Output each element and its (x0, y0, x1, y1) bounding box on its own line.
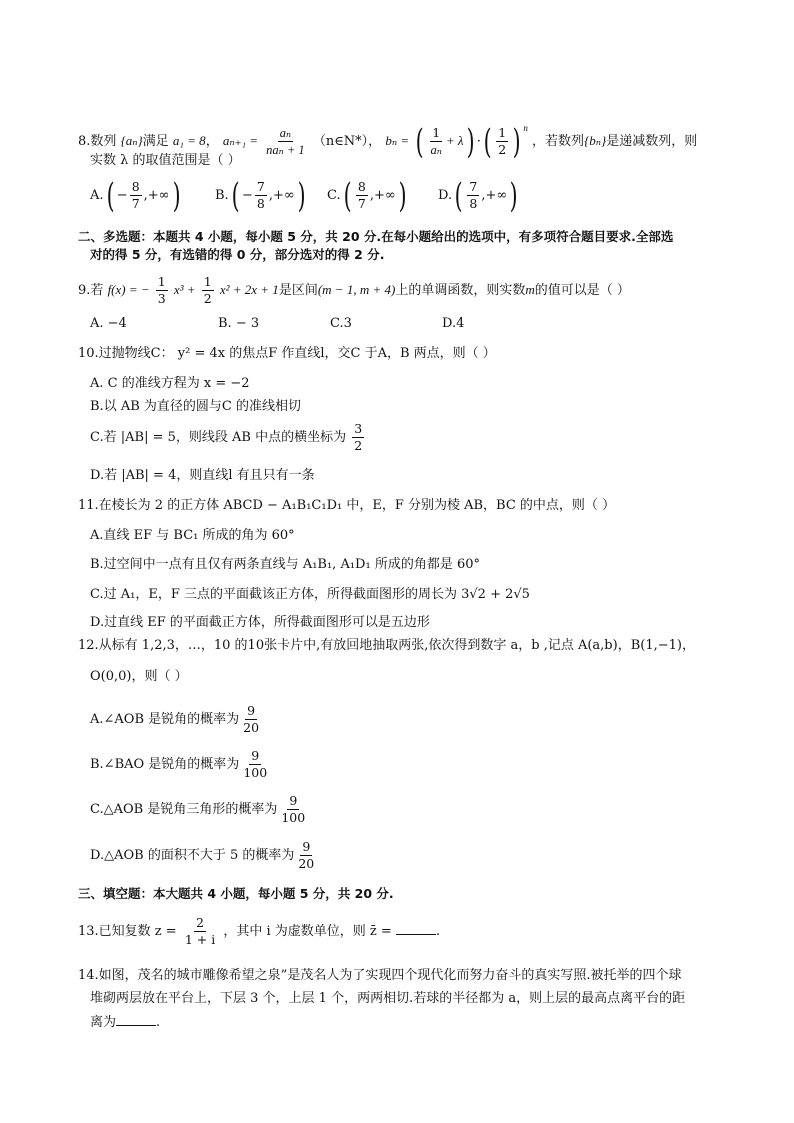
fraction-denominator: 2 (498, 142, 507, 157)
q10-option-d: D.若 |AB| = 4，则直线l 有且只有一条 (90, 468, 315, 483)
fraction-numerator: 3 (354, 421, 363, 436)
q9-option-b: B. − 3 (218, 316, 260, 331)
q8-stem-line2: 实数 λ 的取值范围是（ ） (90, 153, 241, 168)
fraction-numerator: 1 (432, 125, 441, 140)
option-fraction (279, 793, 307, 826)
fraction-denominator: 7 (131, 196, 140, 211)
q11-option-a: A.直线 EF 与 BC₁ 所成的角为 60° (90, 528, 295, 543)
fraction-numerator: 9 (247, 703, 256, 718)
q10-option-c (90, 418, 366, 458)
q9-interval: (m − 1, m + 4) (317, 282, 396, 297)
fraction-denominator: 100 (281, 810, 306, 825)
option-tail: ,+∞ (268, 188, 295, 203)
option-fraction (467, 179, 479, 212)
section2-header-line2: 对的得 5 分，有选错的得 0 分，部分选对的得 2 分. (90, 247, 385, 262)
q8-stem: 8.数列 {aₙ}满足 a₁ = 8， aₙ₊₁ = $\frac{\text{aₙ}}{\text{naₙ + 1}}$ （n∈N*）， bₙ = ( $\frac{1}{\text{aₙ}}$ + λ) ·( $\frac{1}{2}$ ) $^n$ ，若数列{bₙ}是递减数列，则 (78, 121, 698, 162)
q8-seq-a: {aₙ} (120, 133, 143, 148)
fraction-numerator: 1 (157, 274, 166, 289)
q10-option-a: A. C 的准线方程为 x = −2 (90, 376, 250, 391)
fraction-denominator: aₙ (430, 143, 442, 157)
q9-option-a: A. −4 (90, 316, 127, 331)
option-text: B.∠BAO 是锐角的概率为 (90, 757, 240, 772)
fraction-numerator: 7 (469, 179, 478, 194)
fraction-numerator: 9 (289, 793, 298, 808)
fraction-numerator: 7 (256, 179, 265, 194)
fraction-denominator: 3 (157, 291, 166, 306)
fraction-numerator: 1 (498, 125, 507, 140)
option-tail: ,+∞ (143, 188, 170, 203)
answer-blank[interactable] (396, 922, 436, 935)
q8-half-fraction (496, 125, 508, 158)
q8-option-c: C.( $\frac{8}{7}$ ,+∞) (327, 175, 407, 216)
q9-tail: x² + 2x + 1 (219, 282, 279, 297)
q9-var: m (525, 282, 535, 297)
q10-option-c-text: C.若 |AB| = 5，则线段 AB 中点的横坐标为 (90, 430, 347, 445)
q12-option-c (90, 790, 309, 830)
q9-fx: f(x) = − (107, 282, 150, 297)
q14-text: 离为 (90, 1015, 117, 1030)
q13-text: 13.已知复数 z = (78, 924, 177, 939)
q8-cond2-fraction (264, 125, 307, 158)
q8-text: ，若数列 (532, 134, 585, 149)
option-text: C.△AOB 是锐角三角形的概率为 (90, 802, 278, 817)
fraction-denominator: 20 (298, 856, 315, 871)
q14-end: . (156, 1015, 161, 1030)
q12-stem-line2: O(0,0)，则（ ） (90, 669, 188, 684)
q13-fraction (183, 915, 217, 948)
q13-stem (78, 912, 440, 952)
q9-text: 上的单调函数，则实数 (395, 283, 526, 298)
fraction-numerator: 9 (302, 839, 311, 854)
q8-text: 满足 (142, 134, 169, 149)
q8-seq-b: {bₙ} (584, 133, 607, 148)
q14-line2: 堆砌两层放在平台上，下层 3 个，上层 1 个，两两相切.若球的半径都为 a，则上层的最高点离平台的距 (90, 991, 686, 1006)
option-label: D. (438, 188, 453, 203)
option-label: C. (327, 188, 341, 203)
q14-line1: 14.如图，茂名的城市雕像希望之泉”是茂名人为了实现四个现代化而努力奋斗的真实写照.被托举的四个球 (78, 968, 682, 983)
fraction-denominator: naₙ + 1 (266, 143, 305, 157)
fraction-denominator: 1 + i (184, 932, 216, 947)
option-fraction (130, 179, 142, 212)
option-text: D.△AOB 的面积不大于 5 的概率为 (90, 848, 295, 863)
q11-stem: 11.在棱长为 2 的正方体 ABCD − A₁B₁C₁D₁ 中，E，F 分别为棱 AB，BC 的中点，则（ ） (78, 498, 616, 513)
fraction-denominator: 20 (243, 720, 260, 735)
q14-line3 (90, 1013, 160, 1032)
q8-text: 是递减数列，则 (606, 134, 698, 149)
q11-option-b: B.过空间中一点有且仅有两条直线与 A₁B₁, A₁D₁ 所成的角都是 60° (90, 557, 480, 572)
q9-text: 的值可以是（ ） (534, 283, 630, 298)
q12-option-b (90, 745, 271, 785)
q10-stem: 10.过抛物线C： y² = 4x 的焦点F 作直线l，交C 于A，B 两点，则（ ） (78, 346, 496, 361)
option-tail: ,+∞ (369, 188, 396, 203)
fraction-numerator: 1 (203, 274, 212, 289)
q10-option-c-fraction (352, 421, 364, 454)
q8-domain: （n∈N*）， (312, 134, 382, 149)
q8-option-a: A.( − $\frac{8}{7}$ ,+∞) (90, 175, 181, 216)
q8-option-d: D.( $\frac{7}{8}$ ,+∞) (438, 175, 518, 216)
option-fraction (255, 179, 267, 212)
fraction-numerator: 8 (131, 179, 140, 194)
option-fraction (296, 839, 316, 872)
option-label: B. (215, 188, 229, 203)
q13-end: . (435, 924, 441, 939)
q9-option-c: C.3 (330, 316, 352, 331)
option-sign: − (116, 188, 128, 203)
fraction-numerator: 8 (357, 179, 366, 194)
fraction-denominator: 2 (203, 291, 212, 306)
q9-text: 是区间 (278, 283, 318, 298)
q8-bn-fraction (429, 125, 444, 158)
q8-option-b: B.( − $\frac{7}{8}$ ,+∞) (215, 175, 306, 216)
fraction-denominator: 8 (469, 196, 478, 211)
q9-mid: x³ + (173, 282, 196, 297)
option-fraction (241, 703, 261, 736)
q12-stem: 12.从标有 1,2,3，…，10 的10张卡片中,有放回地抽取两张,依次得到数字 a，b ,记点 A(a,b)，B(1,−1)， (78, 638, 695, 653)
fraction-denominator: 8 (256, 196, 265, 211)
fraction-denominator: 2 (354, 438, 363, 453)
section2-header: 二、多选题：本题共 4 小题，每小题 5 分，共 20 分.在每小题给出的选项中，有多项符合题目要求.全部选 (78, 229, 674, 244)
section3-header: 三、填空题：本大题共 4 小题，每小题 5 分，共 20 分. (78, 886, 394, 901)
q8-text: 数列 (90, 134, 117, 149)
option-label: A. (90, 188, 104, 203)
answer-blank[interactable] (116, 1013, 156, 1026)
q10-option-b: B.以 AB 为直径的圆与C 的准线相切 (90, 399, 301, 414)
option-fraction (356, 179, 368, 212)
fraction-numerator: 9 (251, 748, 260, 763)
q12-option-d (90, 836, 318, 876)
fraction-denominator: 100 (243, 765, 268, 780)
q11-option-d: D.过直线 EF 的平面截正方体，所得截面图形可以是五边形 (90, 615, 430, 630)
fraction-numerator: 2 (196, 915, 204, 930)
q9-stem (78, 274, 630, 307)
q8-number: 8. (78, 134, 91, 149)
q8-bn-lhs: bₙ = (385, 133, 410, 148)
q11-option-c: C.过 A₁，E，F 三点的平面截该正方体，所得截面图形的周长为 3√2 + 2√5 (90, 587, 530, 602)
fraction-numerator: aₙ (279, 126, 292, 140)
q9-frac2 (202, 274, 214, 307)
q13-text: ，其中 i 为虚数单位，则 z̄ = (223, 924, 392, 939)
q8-cond2-lhs: aₙ₊₁ = (222, 133, 259, 148)
option-text: A.∠AOB 是锐角的概率为 (90, 712, 240, 727)
q9-option-d: D.4 (442, 316, 465, 331)
option-sign: − (241, 188, 253, 203)
fraction-denominator: 7 (357, 196, 366, 211)
q9-number: 9. (78, 283, 91, 298)
q8-half-exponent: n (523, 123, 528, 133)
q9-frac1 (156, 274, 168, 307)
option-fraction (241, 748, 269, 781)
q8-cond1: a₁ = 8 (172, 133, 206, 148)
q9-text: 若 (90, 283, 104, 298)
q8-bn-plus: + λ (445, 133, 464, 148)
q12-option-a (90, 700, 263, 740)
option-tail: ,+∞ (481, 188, 508, 203)
